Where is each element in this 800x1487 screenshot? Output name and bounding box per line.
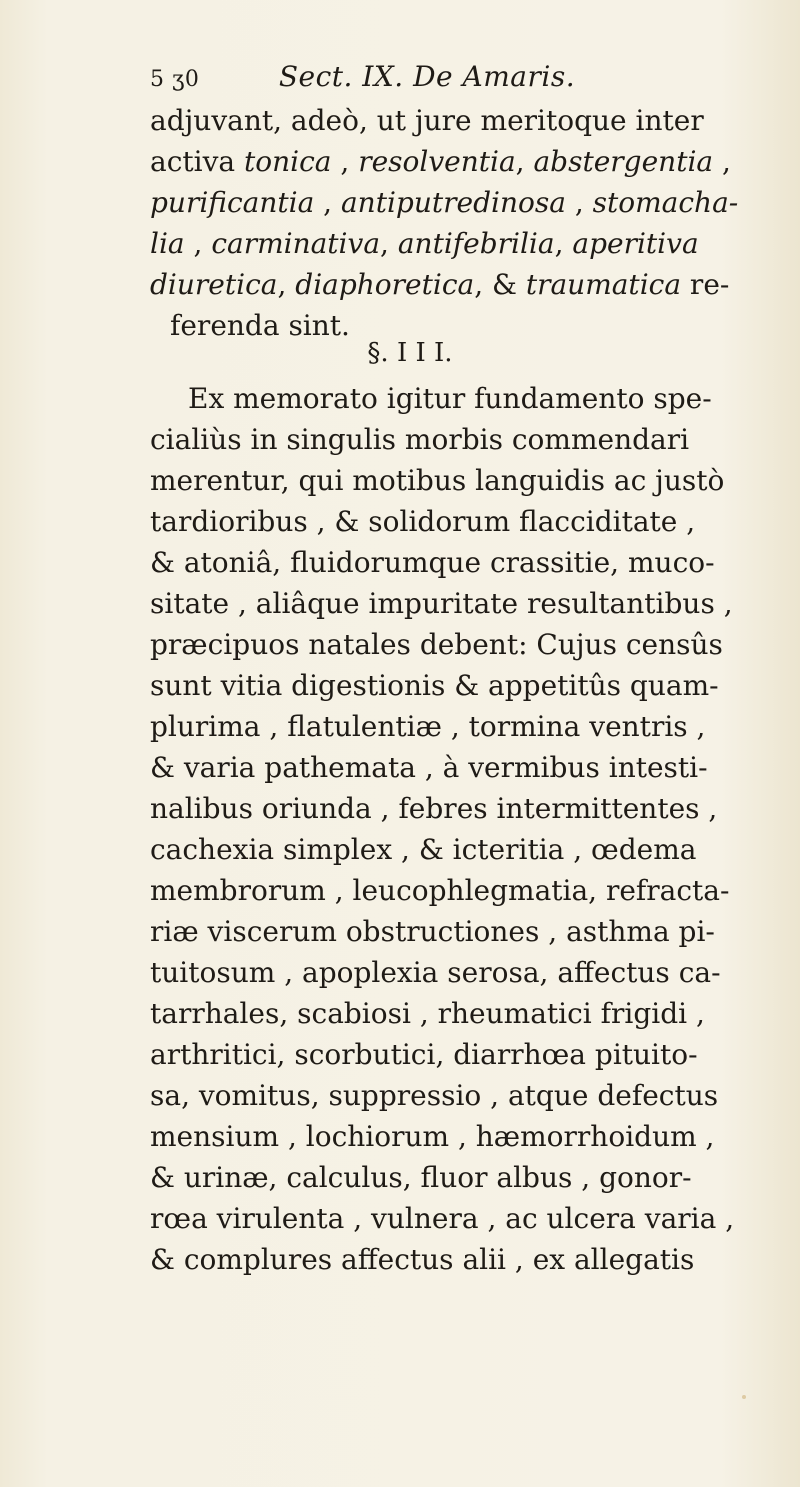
text-line: tardioribus , & solidorum flacciditate , bbox=[150, 505, 696, 538]
text-run: , bbox=[515, 145, 534, 178]
running-title: Sect. IX. De Amaris. bbox=[278, 60, 576, 93]
text-line bbox=[150, 223, 770, 264]
text-run: , bbox=[713, 145, 731, 178]
text-line: tuitosum , apoplexia serosa, affectus ca- bbox=[150, 956, 721, 989]
text-line: mensium , lochiorum , hæmorrhoidum , bbox=[150, 1120, 715, 1153]
italic-term: antiputredinosa bbox=[340, 186, 566, 219]
text-line: & varia pathemata , à vermibus intesti- bbox=[150, 751, 708, 784]
text-line: sa, vomitus, suppressio , atque defectus bbox=[150, 1079, 719, 1112]
text-run: , bbox=[331, 145, 359, 178]
italic-term: carminativa bbox=[211, 227, 381, 260]
italic-term: antifebrilia bbox=[397, 227, 555, 260]
paper-speck bbox=[742, 1395, 746, 1399]
italic-term: aperitiva bbox=[572, 227, 699, 260]
text-line: & complures affectus alii , ex allegatis bbox=[150, 1243, 695, 1276]
section-heading: §. I I I. bbox=[367, 338, 453, 368]
text-run: re- bbox=[681, 268, 730, 301]
text-line bbox=[150, 100, 770, 141]
text-run: , bbox=[565, 186, 593, 219]
italic-term: resolventia bbox=[358, 145, 516, 178]
italic-term: diaphoretica bbox=[295, 268, 475, 301]
text-line bbox=[150, 264, 770, 305]
text-line: plurima , flatulentiæ , tormina ventris , bbox=[150, 710, 706, 743]
text-line: rœa virulenta , vulnera , ac ulcera varia , bbox=[150, 1202, 735, 1235]
text-line: sunt vitia digestionis & appetitûs quam- bbox=[150, 669, 719, 702]
paragraph-continuation bbox=[150, 100, 770, 346]
text-line: cachexia simplex , & icteritia , œdema bbox=[150, 833, 697, 866]
text-run: activa bbox=[150, 145, 244, 178]
text-run: , bbox=[554, 227, 573, 260]
text-run: , bbox=[380, 227, 398, 260]
paragraph-section-3 bbox=[150, 378, 770, 1280]
text-line: Ex memorato igitur fundamento spe- bbox=[188, 382, 712, 415]
text-line: membrorum , leucophlegmatia, refracta- bbox=[150, 874, 730, 907]
text-run: adjuvant, adeò, ut jure meritoque inter bbox=[150, 104, 704, 137]
text-line: cialiùs in singulis morbis commendari bbox=[150, 423, 690, 456]
italic-term: tonica bbox=[244, 145, 332, 178]
italic-term: lia bbox=[150, 227, 185, 260]
text-line: sitate , aliâque impuritate resultantibus , bbox=[150, 587, 733, 620]
text-line: & urinæ, calculus, fluor albus , gonor- bbox=[150, 1161, 692, 1194]
text-line: tarrhales, scabiosi , rheumatici frigidi , bbox=[150, 997, 705, 1030]
italic-term: abstergentia bbox=[533, 145, 714, 178]
text-line: riæ viscerum obstructiones , asthma pi- bbox=[150, 915, 715, 948]
text-run: , bbox=[277, 268, 296, 301]
italic-term: traumatica bbox=[525, 268, 682, 301]
text-line bbox=[150, 141, 770, 182]
text-line: præcipuos natales debent: Cujus censûs bbox=[150, 628, 723, 661]
italic-term: diuretica bbox=[150, 268, 278, 301]
text-run: , bbox=[184, 227, 212, 260]
text-line: arthritici, scorbutici, diarrhœa pituito- bbox=[150, 1038, 698, 1071]
text-line: merentur, qui motibus languidis ac justò bbox=[150, 464, 725, 497]
italic-term: purificantia bbox=[150, 186, 315, 219]
running-header bbox=[150, 60, 770, 93]
text-run: , bbox=[314, 186, 341, 219]
page-number: 5 ʒ0 bbox=[150, 67, 200, 92]
text-line: nalibus oriunda , febres intermittentes , bbox=[150, 792, 718, 825]
text-line: & atoniâ, fluidorumque crassitie, muco- bbox=[150, 546, 715, 579]
text-line bbox=[150, 182, 770, 223]
text-run: ferenda sint. bbox=[170, 309, 350, 342]
italic-term: stomacha- bbox=[592, 186, 739, 219]
text-run: , & bbox=[474, 268, 526, 301]
